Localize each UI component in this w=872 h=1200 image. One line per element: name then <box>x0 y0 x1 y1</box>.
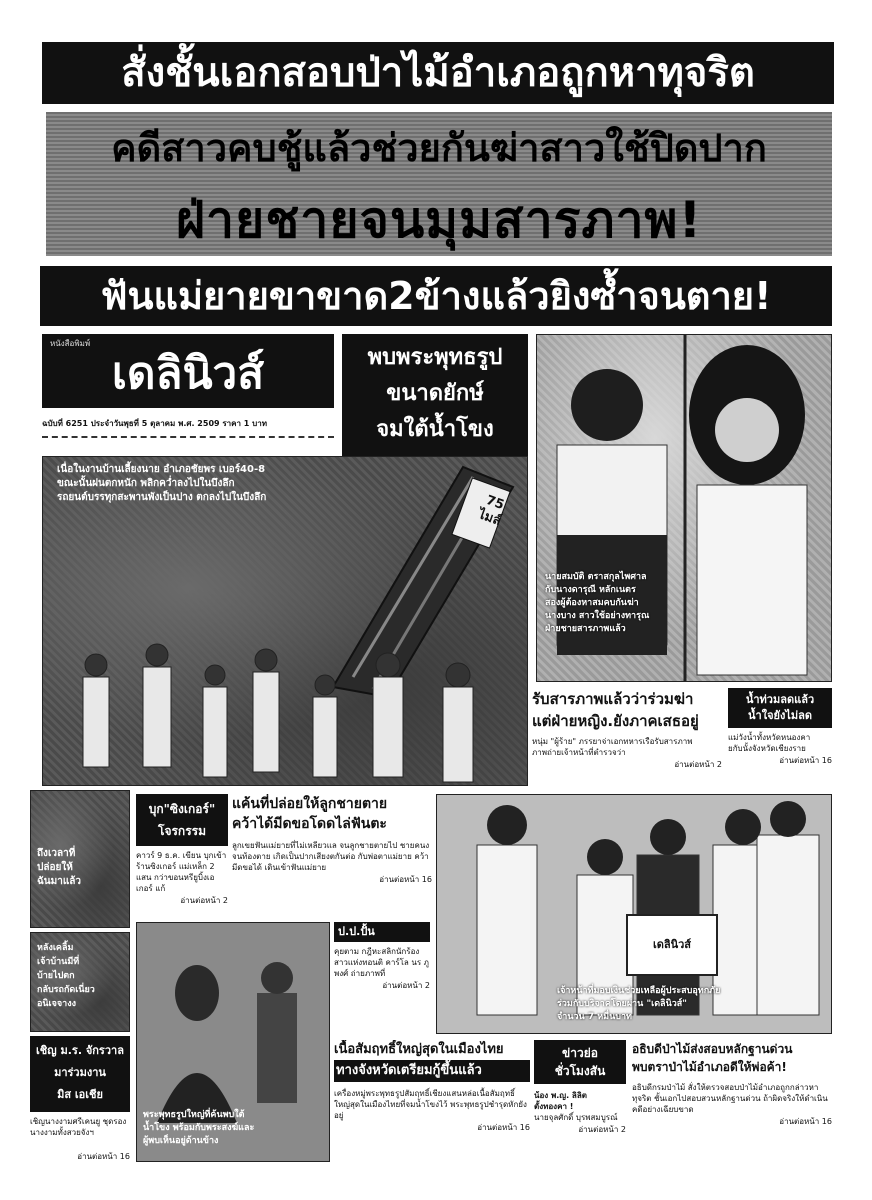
caption-line: นางบาง สาวใช้อย่างทารุณ <box>545 611 650 621</box>
caption-line: ฝ่ายชายสารภาพแล้ว <box>545 624 626 634</box>
brief-jump: อ่านต่อหน้า 2 <box>578 1125 626 1134</box>
big-buddha-headline-1: เนื้อสัมฤทธิ์ใหญ่สุดในเมืองไทย <box>334 1042 504 1057</box>
donation-ceremony-photo <box>436 794 832 1034</box>
buddha-statue-photo <box>136 922 330 1162</box>
masthead-tagline: หนังสือพิมพ์ <box>50 339 91 348</box>
left-story-text <box>37 941 95 1011</box>
left-photo-text <box>37 847 81 889</box>
caption-line: สองผู้ต้องหาสมคบกันฆ่า <box>545 598 639 608</box>
miss-asia-headline <box>30 1036 130 1112</box>
caption-line: ขณะนั้นฝนตกหนัก พลิกคว่ำลงไปในบึงลึก <box>57 478 235 489</box>
caption-line: บ้ายไปตก <box>37 971 75 981</box>
brief-headline <box>534 1040 626 1084</box>
road-sign: 75 ไมล์ <box>476 492 506 530</box>
singer-jump: อ่านต่อหน้า 2 <box>180 896 228 905</box>
headline-line: เชิญ ม.ร. จักรวาล <box>36 1044 124 1057</box>
big-buddha-jump: อ่านต่อหน้า 16 <box>477 1123 530 1132</box>
caption-line: พระพุทธรูปใหญ่ที่ค้นพบใต้ <box>143 1110 245 1120</box>
headline-line: มิส เอเชีย <box>57 1088 103 1101</box>
caption-line: อนิเจจางง <box>37 999 77 1009</box>
flood-headline-line: น้ำใจยังไม่ลด <box>748 709 812 722</box>
flood-headline-line: น้ำท่วมลดแล้ว <box>745 693 815 706</box>
singer-headline <box>136 794 228 846</box>
suspects-photo <box>536 334 832 682</box>
caption-line: เจ้าบ้านมีที่ <box>37 957 80 967</box>
headline-line: โจรกรรม <box>158 824 206 838</box>
forest-headline-1: อธิบดีป่าไม้ส่งสอบหลักฐานด่วน <box>632 1042 793 1056</box>
masthead-logo: เดลินิวส์ <box>111 348 265 399</box>
crowd-silhouettes <box>43 617 528 786</box>
forest-body: อธิบดีกรมป่าไม้ สั่งให้ตรวจสอบป่าไม้อำเภอถูกกล่าวหาทุจริต ชั้นเอกไปสอบสวนหลักฐานด่วน ถ้าผิดจริงให้ดำเนินคดีอย่างเฉียบขาด <box>632 1083 828 1114</box>
accident-photo <box>42 456 528 786</box>
revenge-jump: อ่านต่อหน้า 16 <box>379 875 432 884</box>
caption-line: น้ำโขง พร้อมกับพระสงฆ์และ <box>143 1123 255 1133</box>
forest-headline-2: พบตราป่าไม้อำเภอดีให้พ่อค้า! <box>632 1060 787 1074</box>
flood-headline <box>728 688 832 728</box>
confession-story <box>532 688 722 788</box>
suspects-caption <box>545 571 685 636</box>
buddha-found-box <box>342 334 528 456</box>
headline-line: ชั่วโมงสัน <box>554 1064 606 1078</box>
revenge-headline-2: คว้าได้มีดขอโดดไล่ฟันตะ <box>232 816 387 832</box>
buddha-photo-caption <box>143 1109 254 1148</box>
headline-mother-in-law: ฟันแม่ยายขาขาด2ข้างแล้วยิงซ้ำจนตาย! <box>40 266 832 326</box>
caption-line: ฉันมาแล้ว <box>37 876 82 887</box>
ceremony-caption <box>557 985 827 1024</box>
confession-body: หนุ่ม "ผู้ร้าย" ภรรยาจ่าเอกทหารเรือรับสารภาพ ภาพถ่ายเจ้าหน้าที่ตำรวจว่า <box>532 737 693 757</box>
big-buddha-body: เครื่องหมู่พระพุทธรูปสัมฤทธิ์เชียงแสนหล่อเนื้อสัมฤทธิ์ใหญ่สุดในเมืองไทยที่จมน้ำโขงไว้ พระพุทธรูปชำรุดหักยังอยู่ <box>334 1089 527 1120</box>
flood-box <box>728 688 832 788</box>
headline-murder-case: คดีสาวคบชู้แล้วช่วยกันฆ่าสาวใช้ปิดปาก <box>46 112 832 184</box>
confession-jump: อ่านต่อหน้า 2 <box>674 760 722 769</box>
brief-news-box <box>534 1040 626 1164</box>
caption-line: ร่วมกับบริจาคโดยผ่าน "เดลินิวส์" <box>557 999 687 1009</box>
caption-line: กับนางดารุณี หลักเนตร <box>545 585 636 595</box>
confession-headline-1: รับสารภาพแล้วว่าร่วมฆ่า <box>532 690 694 708</box>
ceremony-board: เดลินิวส์ <box>652 938 692 951</box>
column-label: ป.ป.ปั้น <box>334 922 430 942</box>
miss-asia-jump: อ่านต่อหน้า 16 <box>77 1152 130 1161</box>
headline-forest-official: สั่งชั้นเอกสอบป่าไม้อำเภอถูกหาทุจริต <box>42 42 834 104</box>
masthead-issue-line: ฉบับที่ 6251 ประจำวันพุธที่ 5 ตุลาคม พ.ศ. 2509 ราคา 1 บาท <box>42 419 267 428</box>
buddha-line-2: ขนาดยักษ์ <box>386 381 484 406</box>
miss-asia-body: เชิญนางงามศรีเคนยู ชุดรองนางงามทั้งสวยจังฯ <box>30 1117 127 1137</box>
revenge-body: ลูกเขยฟันแม่ยายที่ไม่เหลียวแล จนลูกชายตายไป ชายคนงจนท้องตาย เกิดเป็นปากเสียงตกันต่อ กับพ่อตาแม่ยาย คว้ามีดขอได้ เดินเข้าฟันแม่ยาย <box>232 841 430 872</box>
masthead <box>42 334 334 408</box>
caption-line: รถยนต์บรรทุกสะพานพังเป็นปาง ตกลงไปในบึงลึก <box>57 492 267 503</box>
caption-line: เนื่อในงานบ้านเลี้ยงนาย อำเภอชัยพร เบอร์40-8 <box>57 464 266 475</box>
singer-robbery-box <box>136 794 228 918</box>
confession-headline-2: แต่ฝ่ายหญิง.ยังภาคเสธอยู่ <box>532 712 699 730</box>
caption-line: ผู้พบเห็นอยู่ด้านข้าง <box>143 1136 219 1146</box>
headline-line: ข่าวย่อ <box>562 1046 598 1060</box>
column-jump: อ่านต่อหน้า 2 <box>382 981 430 990</box>
forest-official-story <box>632 1040 832 1164</box>
flood-body: แม่วังน้ำทั้งหวัดหนองคายกับนั้งจังหวัดเชียงราย <box>728 733 811 753</box>
buddha-line-3: จมใต้น้ำโขง <box>376 417 494 442</box>
column-body: คุยตาม กฎีหะสลิกนักร้องสาวแห่งทอนติ คาร์โล นร ภูพงศ์ ถ่ายภาพที่ <box>334 947 429 978</box>
caption-line: ถึงเวลาที่ <box>37 848 76 859</box>
forest-jump: อ่านต่อหน้า 16 <box>779 1117 832 1126</box>
caption-line: กลับรถกัดเนี่ยว <box>37 985 95 995</box>
headline-confession: ฝ่ายชายจนมุมสารภาพ! <box>46 184 832 256</box>
buddha-line-1: พบพระพุทธรูป <box>367 345 503 370</box>
headline-line: บุก"ซิงเกอร์" <box>148 802 216 816</box>
brief-item-3: นายจุลศักดิ์ บุรพสมบูรณ์ <box>534 1113 618 1122</box>
left-column-photo <box>30 790 130 928</box>
caption-line: หลังเคลิ้ม <box>37 943 74 953</box>
flood-jump: อ่านต่อหน้า 16 <box>779 756 832 765</box>
brief-item-2: ตั้งทองคา ! <box>534 1102 574 1111</box>
big-buddha-story <box>334 1040 530 1164</box>
brief-item-1: น้อง พ.ญ. ลิลิต <box>534 1091 587 1100</box>
revenge-story <box>232 794 432 918</box>
left-column-story <box>30 932 130 1032</box>
caption-line: ปล่อยให้ <box>37 862 73 873</box>
big-buddha-headline-2: ทางจังหวัดเตรียมกู้ขึ้นแล้ว <box>334 1060 530 1082</box>
revenge-headline-1: แค้นที่ปล่อยให้ลูกชายตาย <box>232 796 388 812</box>
singer-body: คาวร์ 9 ธ.ค. เขียน บุกเข้าร้านซิงเกอร์ แม่เหล็ก 2 แสน กว่าขอนหรียูบิ้งเอเกอร์ แก้ <box>136 851 227 893</box>
masthead-rule <box>42 436 334 438</box>
headline-line: มาร่วมงาน <box>54 1066 106 1079</box>
column-box <box>334 922 430 1032</box>
caption-line: เจ้าหน้าที่มอบเงินช่วยเหลือผู้ประสบอุทกภัย <box>557 986 721 996</box>
caption-line: จำนวน 7 หมื่นบาท <box>557 1012 632 1022</box>
caption-line: นายสมบัติ ตราสกุลไพศาล <box>545 572 647 582</box>
